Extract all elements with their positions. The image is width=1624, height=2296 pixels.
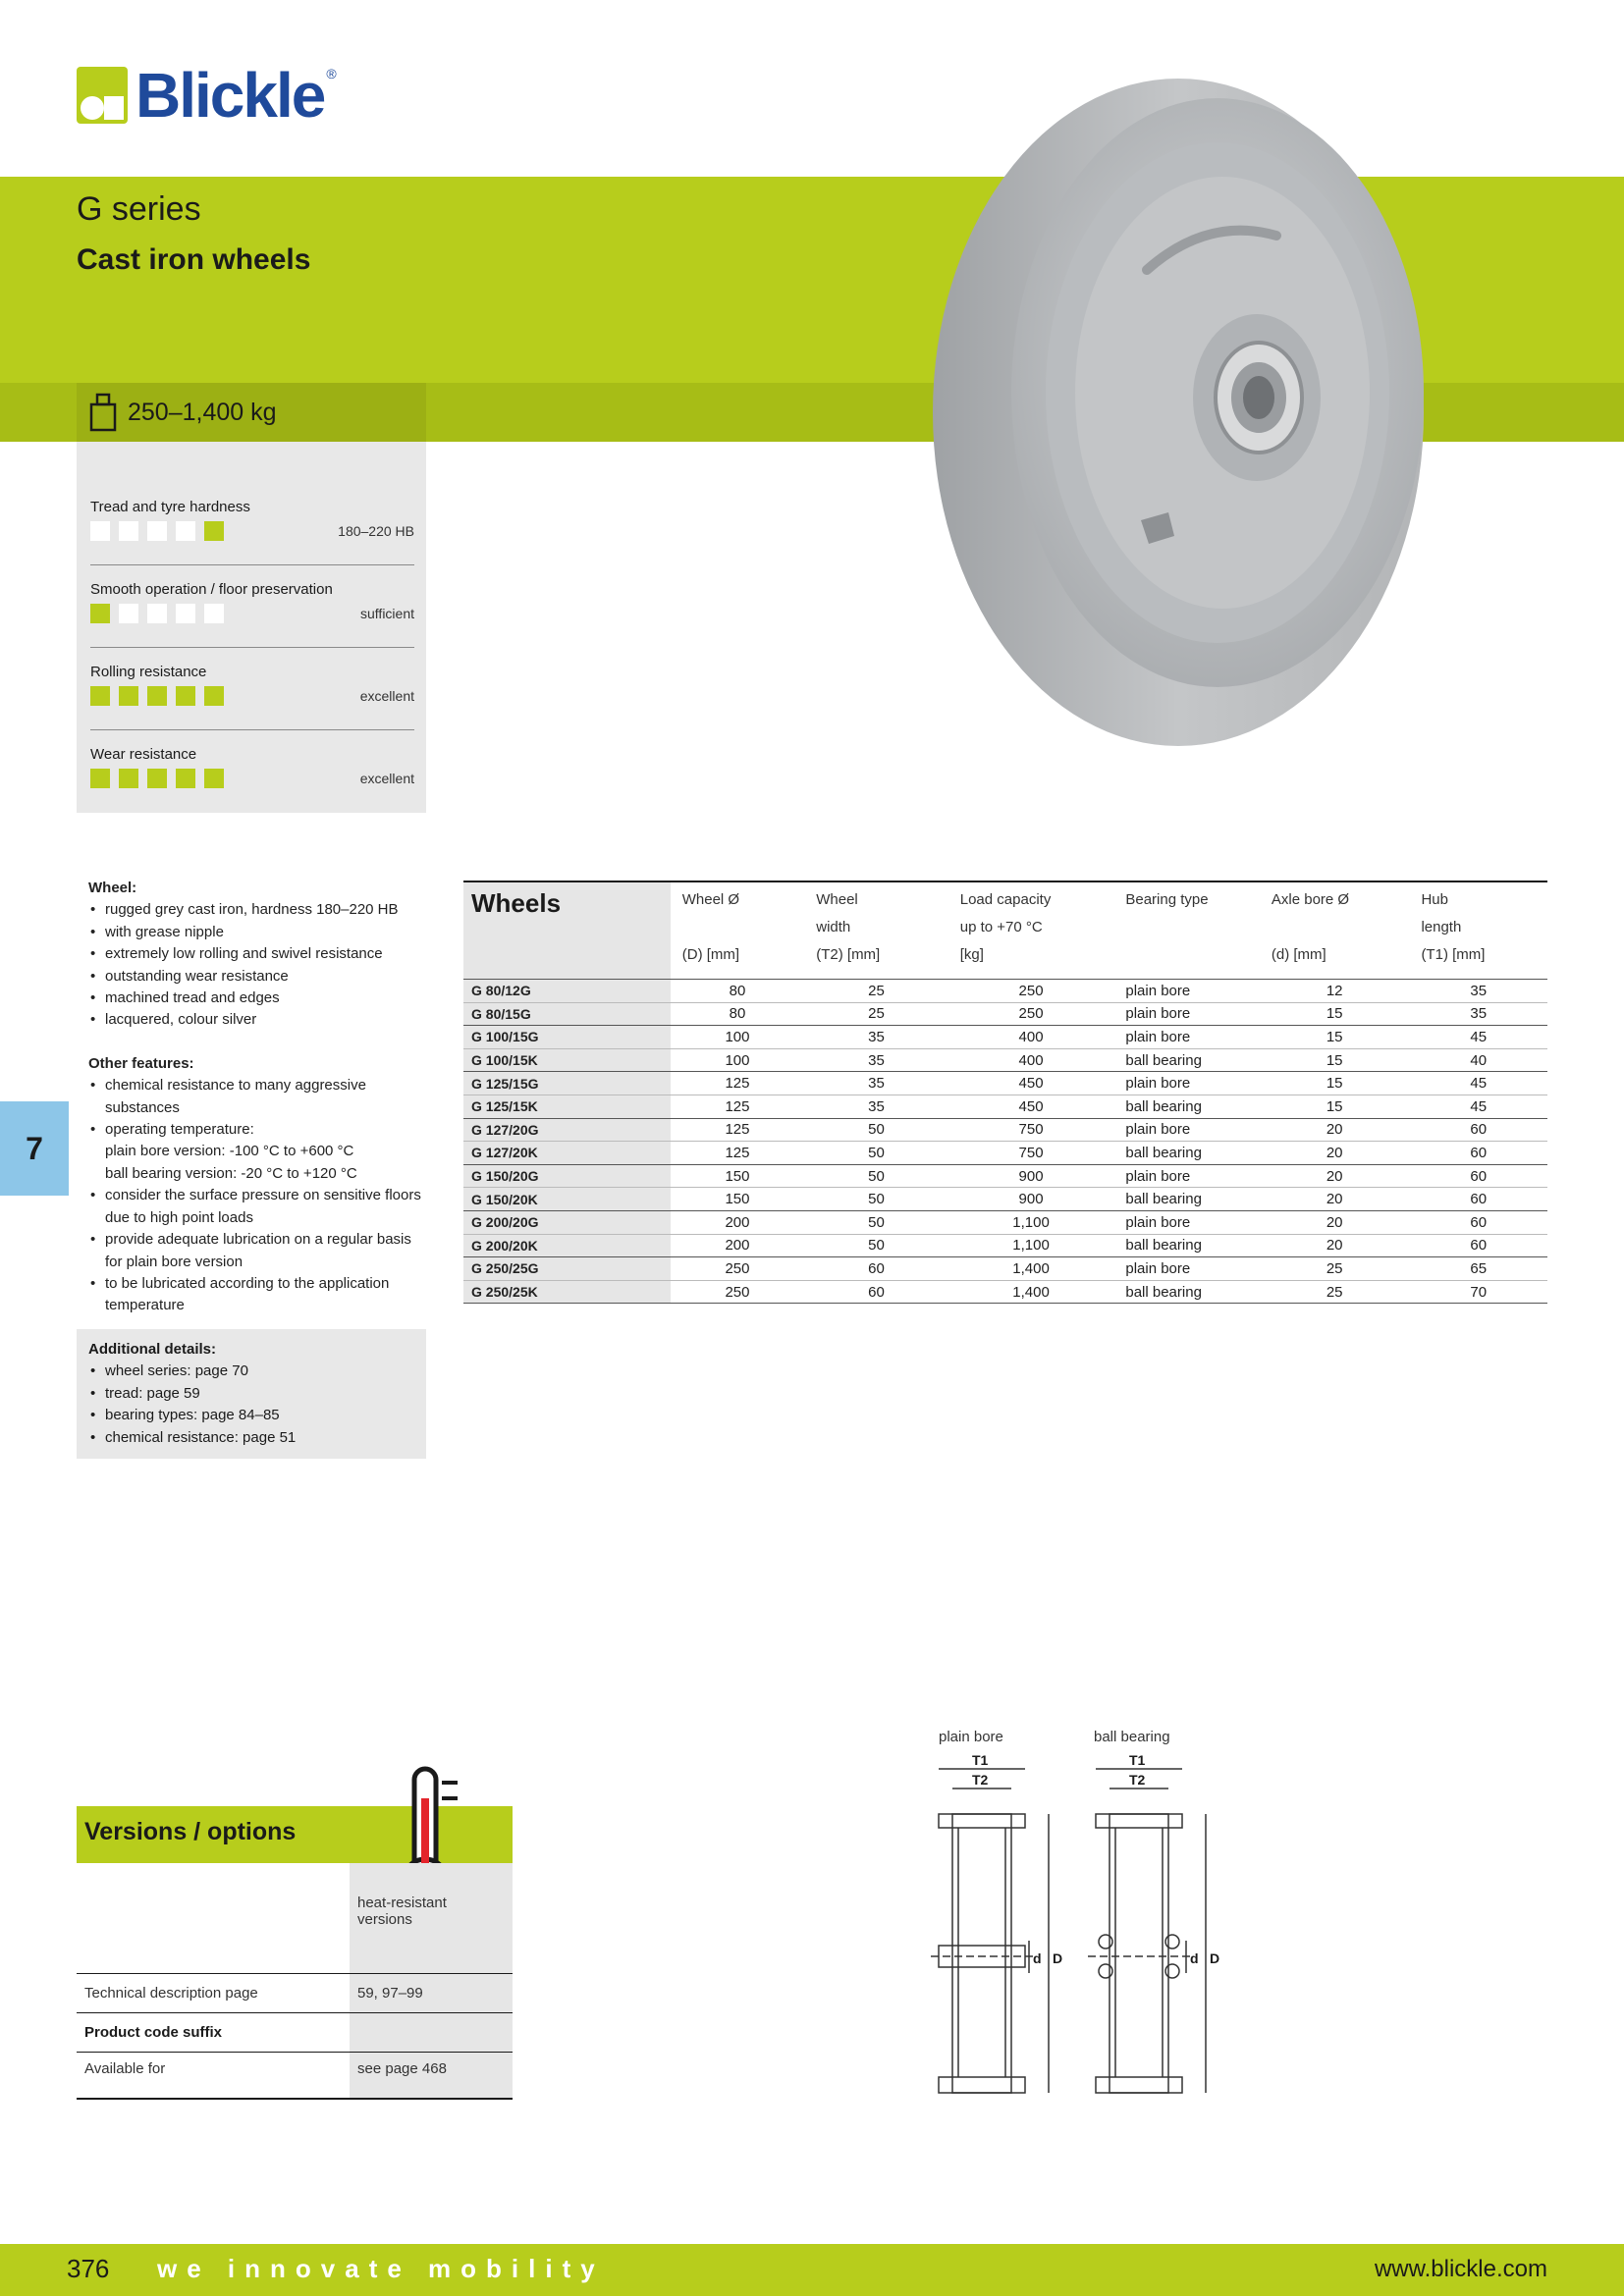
logo-registered-mark: ® — [326, 66, 337, 81]
list-item: • rugged grey cast iron, hardness 180–220 HB — [88, 899, 432, 921]
product-code: G 150/20K — [463, 1188, 671, 1211]
additional-details-box — [77, 1329, 426, 1459]
table-cell: 125 — [671, 1142, 804, 1165]
temperature-ball: ball bearing version: -20 °C to +120 °C — [105, 1164, 357, 1182]
rating-squares — [90, 604, 224, 623]
table-row — [463, 1188, 1547, 1211]
chapter-tab[interactable]: 7 — [0, 1101, 69, 1196]
wheel-features — [88, 899, 432, 1031]
feature-item: • provide adequate lubrication on a regular basis for plain bore version — [88, 1229, 432, 1273]
table-cell: ball bearing — [1113, 1095, 1260, 1118]
table-row — [463, 1234, 1547, 1257]
wheel-features-title: Wheel: — [88, 880, 137, 896]
rating-square — [176, 604, 195, 623]
table-cell: 35 — [1409, 980, 1547, 1003]
product-code: G 200/20G — [463, 1210, 671, 1234]
rating-square — [204, 521, 224, 541]
load-range-text: 250–1,400 kg — [128, 398, 277, 426]
table-cell: 15 — [1260, 1026, 1410, 1049]
rating-squares — [90, 686, 224, 706]
logo-mark-icon — [77, 67, 128, 124]
rating-square — [204, 769, 224, 788]
table-row — [463, 1002, 1547, 1026]
rating-squares — [90, 769, 224, 788]
table-cell: ball bearing — [1113, 1280, 1260, 1304]
table-cell: 15 — [1260, 1048, 1410, 1072]
table-cell: 60 — [1409, 1210, 1547, 1234]
diagram-t2-ball: T2 — [1129, 1772, 1146, 1788]
diagram-t1-ball: T1 — [1129, 1752, 1146, 1768]
table-cell: 450 — [948, 1072, 1114, 1095]
product-code: G 125/15G — [463, 1072, 671, 1095]
series-title: G series — [77, 190, 201, 228]
diagram-t1-plain: T1 — [972, 1752, 989, 1768]
property-value: excellent — [359, 688, 414, 704]
features-list — [88, 878, 432, 1317]
table-row — [463, 1257, 1547, 1281]
rating-square — [90, 521, 110, 541]
rating-squares — [90, 521, 224, 541]
versions-row-label: Available for — [77, 2052, 350, 2099]
weight-icon — [88, 393, 118, 432]
table-cell: 15 — [1260, 1002, 1410, 1026]
table-cell: 150 — [671, 1164, 804, 1188]
table-cell: plain bore — [1113, 1002, 1260, 1026]
table-cell: 35 — [1409, 1002, 1547, 1026]
table-cell: ball bearing — [1113, 1048, 1260, 1072]
table-cell: 45 — [1409, 1095, 1547, 1118]
rating-square — [119, 521, 138, 541]
property-value: sufficient — [360, 606, 414, 621]
table-row — [463, 980, 1547, 1003]
table-cell: 1,100 — [948, 1210, 1114, 1234]
table-cell: 1,100 — [948, 1234, 1114, 1257]
diagram-D-plain: D — [1053, 1950, 1063, 1966]
feature-item — [88, 1119, 432, 1185]
page-number: 376 — [67, 2254, 110, 2283]
table-row — [463, 1142, 1547, 1165]
table-cell: plain bore — [1113, 1026, 1260, 1049]
table-cell: 900 — [948, 1188, 1114, 1211]
rating-square — [147, 686, 167, 706]
table-cell: 25 — [804, 980, 948, 1003]
table-cell: 750 — [948, 1142, 1114, 1165]
table-cell: 20 — [1260, 1142, 1410, 1165]
rating-square — [204, 604, 224, 623]
table-cell: 60 — [1409, 1142, 1547, 1165]
table-cell: 250 — [948, 1002, 1114, 1026]
table-column-header: Wheel Ø (D) [mm] — [671, 881, 804, 980]
table-row — [463, 1048, 1547, 1072]
table-cell: 60 — [804, 1257, 948, 1281]
product-code: G 250/25K — [463, 1280, 671, 1304]
rating-square — [176, 521, 195, 541]
table-cell: 35 — [804, 1026, 948, 1049]
table-cell: 50 — [804, 1118, 948, 1142]
table-cell: 250 — [948, 980, 1114, 1003]
table-cell: plain bore — [1113, 1257, 1260, 1281]
property-name: Tread and tyre hardness — [90, 499, 250, 515]
table-cell: 15 — [1260, 1095, 1410, 1118]
property-row — [90, 565, 414, 648]
diagram-d-plain: d — [1033, 1950, 1042, 1966]
table-column-header: Bearing type — [1113, 881, 1260, 980]
diagram-d-ball: d — [1190, 1950, 1199, 1966]
table-cell: 750 — [948, 1118, 1114, 1142]
versions-column-header: heat-resistant versions — [350, 1863, 513, 1973]
versions-row-label: Product code suffix — [77, 2012, 350, 2052]
table-cell: 45 — [1409, 1072, 1547, 1095]
table-cell: 250 — [671, 1280, 804, 1304]
table-column-header: Load capacity up to +70 °C [kg] — [948, 881, 1114, 980]
other-features-title: Other features: — [88, 1054, 194, 1072]
table-cell: 35 — [804, 1095, 948, 1118]
table-column-header: Hub length (T1) [mm] — [1409, 881, 1547, 980]
table-cell: 80 — [671, 1002, 804, 1026]
table-cell: 100 — [671, 1026, 804, 1049]
rating-square — [119, 686, 138, 706]
table-cell: 60 — [1409, 1118, 1547, 1142]
diagram-D-ball: D — [1210, 1950, 1220, 1966]
property-value: excellent — [359, 771, 414, 786]
table-cell: 100 — [671, 1048, 804, 1072]
rating-square — [90, 769, 110, 788]
rating-square — [90, 604, 110, 623]
table-cell: plain bore — [1113, 1118, 1260, 1142]
table-cell: 40 — [1409, 1048, 1547, 1072]
diagram-label-ball: ball bearing — [1094, 1729, 1170, 1745]
brand-logo — [77, 60, 337, 131]
property-value: 180–220 HB — [338, 523, 414, 539]
rating-square — [176, 686, 195, 706]
product-code: G 80/12G — [463, 980, 671, 1003]
versions-row-value — [350, 2012, 513, 2052]
property-row — [90, 459, 414, 565]
list-item: • outstanding wear resistance — [88, 966, 432, 988]
rating-square — [147, 769, 167, 788]
table-cell: 50 — [804, 1164, 948, 1188]
versions-row-label: Technical description page — [77, 1973, 350, 2012]
table-cell: 50 — [804, 1188, 948, 1211]
table-cell: 200 — [671, 1234, 804, 1257]
table-cell: plain bore — [1113, 1072, 1260, 1095]
list-item: • machined tread and edges — [88, 988, 432, 1009]
table-cell: 12 — [1260, 980, 1410, 1003]
table-cell: 125 — [671, 1118, 804, 1142]
cast-iron-wheel-image — [884, 59, 1424, 805]
property-name: Rolling resistance — [90, 664, 207, 680]
table-cell: 45 — [1409, 1026, 1547, 1049]
list-item: • bearing types: page 84–85 — [88, 1405, 414, 1426]
wheels-table-title: Wheels — [463, 881, 671, 980]
product-code: G 127/20K — [463, 1142, 671, 1165]
rating-square — [119, 604, 138, 623]
rating-square — [204, 686, 224, 706]
table-cell: 250 — [671, 1257, 804, 1281]
versions-empty-cell — [77, 1863, 350, 1973]
table-cell: 20 — [1260, 1188, 1410, 1211]
product-code: G 80/15G — [463, 1002, 671, 1026]
table-cell: plain bore — [1113, 1210, 1260, 1234]
diagram-label-plain: plain bore — [939, 1729, 1003, 1745]
bearing-cross-section-diagram — [923, 1720, 1257, 2132]
feature-item: • to be lubricated according to the application temperature — [88, 1273, 432, 1317]
table-cell: 35 — [804, 1048, 948, 1072]
table-cell: 450 — [948, 1095, 1114, 1118]
list-item: • lacquered, colour silver — [88, 1009, 432, 1031]
table-cell: 400 — [948, 1026, 1114, 1049]
logo-text: Blickle — [135, 60, 325, 131]
table-cell: 60 — [804, 1280, 948, 1304]
table-cell: 1,400 — [948, 1257, 1114, 1281]
property-name: Wear resistance — [90, 746, 197, 763]
table-cell: ball bearing — [1113, 1188, 1260, 1211]
temperature-label: operating temperature: — [105, 1121, 254, 1139]
property-row — [90, 648, 414, 730]
rating-square — [90, 686, 110, 706]
table-cell: 20 — [1260, 1234, 1410, 1257]
product-code: G 125/15K — [463, 1095, 671, 1118]
additional-details-title: Additional details: — [88, 1341, 217, 1358]
table-cell: 15 — [1260, 1072, 1410, 1095]
footer-slogan: we innovate mobility — [157, 2254, 605, 2283]
table-row — [463, 1164, 1547, 1188]
product-code: G 150/20G — [463, 1164, 671, 1188]
feature-item: • chemical resistance to many aggressive substances — [88, 1075, 432, 1119]
table-cell: 25 — [1260, 1257, 1410, 1281]
product-code: G 200/20K — [463, 1234, 671, 1257]
feature-item: • consider the surface pressure on sensitive floors due to high point loads — [88, 1185, 432, 1229]
series-subtitle: Cast iron wheels — [77, 243, 311, 276]
table-cell: ball bearing — [1113, 1234, 1260, 1257]
list-item: • wheel series: page 70 — [88, 1361, 414, 1382]
table-cell: 70 — [1409, 1280, 1547, 1304]
table-cell: 80 — [671, 980, 804, 1003]
properties-panel — [77, 442, 426, 813]
table-cell: 60 — [1409, 1234, 1547, 1257]
table-cell: 150 — [671, 1188, 804, 1211]
table-cell: 125 — [671, 1095, 804, 1118]
table-cell: plain bore — [1113, 980, 1260, 1003]
table-column-header: Wheel width (T2) [mm] — [804, 881, 948, 980]
table-row — [463, 1095, 1547, 1118]
table-cell: 20 — [1260, 1118, 1410, 1142]
list-item: • tread: page 59 — [88, 1383, 414, 1405]
product-code: G 127/20G — [463, 1118, 671, 1142]
table-cell: ball bearing — [1113, 1142, 1260, 1165]
table-cell: 200 — [671, 1210, 804, 1234]
versions-row-value: 59, 97–99 — [350, 1973, 513, 2012]
table-cell: 50 — [804, 1234, 948, 1257]
wheels-table — [463, 881, 1547, 1304]
table-row — [463, 1210, 1547, 1234]
rating-square — [147, 521, 167, 541]
table-row — [463, 1280, 1547, 1304]
table-row — [463, 1118, 1547, 1142]
versions-row-value: see page 468 — [350, 2052, 513, 2099]
footer-url[interactable]: www.blickle.com — [1374, 2256, 1547, 2282]
property-row — [90, 730, 414, 813]
table-cell: 35 — [804, 1072, 948, 1095]
list-item: • chemical resistance: page 51 — [88, 1427, 414, 1449]
product-code: G 250/25G — [463, 1257, 671, 1281]
other-features — [88, 1075, 432, 1316]
table-cell: 20 — [1260, 1164, 1410, 1188]
table-cell: 400 — [948, 1048, 1114, 1072]
table-row — [463, 1072, 1547, 1095]
product-code: G 100/15K — [463, 1048, 671, 1072]
table-cell: 900 — [948, 1164, 1114, 1188]
table-row — [463, 1026, 1547, 1049]
load-range-box — [77, 383, 426, 442]
product-code: G 100/15G — [463, 1026, 671, 1049]
temperature-plain: plain bore version: -100 °C to +600 °C — [105, 1143, 354, 1160]
list-item: • extremely low rolling and swivel resistance — [88, 943, 432, 965]
versions-title: Versions / options — [84, 1818, 297, 1845]
table-cell: plain bore — [1113, 1164, 1260, 1188]
table-cell: 125 — [671, 1072, 804, 1095]
table-cell: 60 — [1409, 1164, 1547, 1188]
rating-square — [119, 769, 138, 788]
rating-square — [176, 769, 195, 788]
table-cell: 25 — [804, 1002, 948, 1026]
rating-square — [147, 604, 167, 623]
table-cell: 25 — [1260, 1280, 1410, 1304]
property-name: Smooth operation / floor preservation — [90, 581, 333, 598]
versions-table — [77, 1863, 513, 2100]
table-cell: 50 — [804, 1210, 948, 1234]
table-cell: 65 — [1409, 1257, 1547, 1281]
table-cell: 60 — [1409, 1188, 1547, 1211]
table-cell: 20 — [1260, 1210, 1410, 1234]
table-cell: 1,400 — [948, 1280, 1114, 1304]
additional-details — [88, 1361, 414, 1449]
list-item: • with grease nipple — [88, 922, 432, 943]
diagram-t2-plain: T2 — [972, 1772, 989, 1788]
table-column-header: Axle bore Ø (d) [mm] — [1260, 881, 1410, 980]
table-cell: 50 — [804, 1142, 948, 1165]
